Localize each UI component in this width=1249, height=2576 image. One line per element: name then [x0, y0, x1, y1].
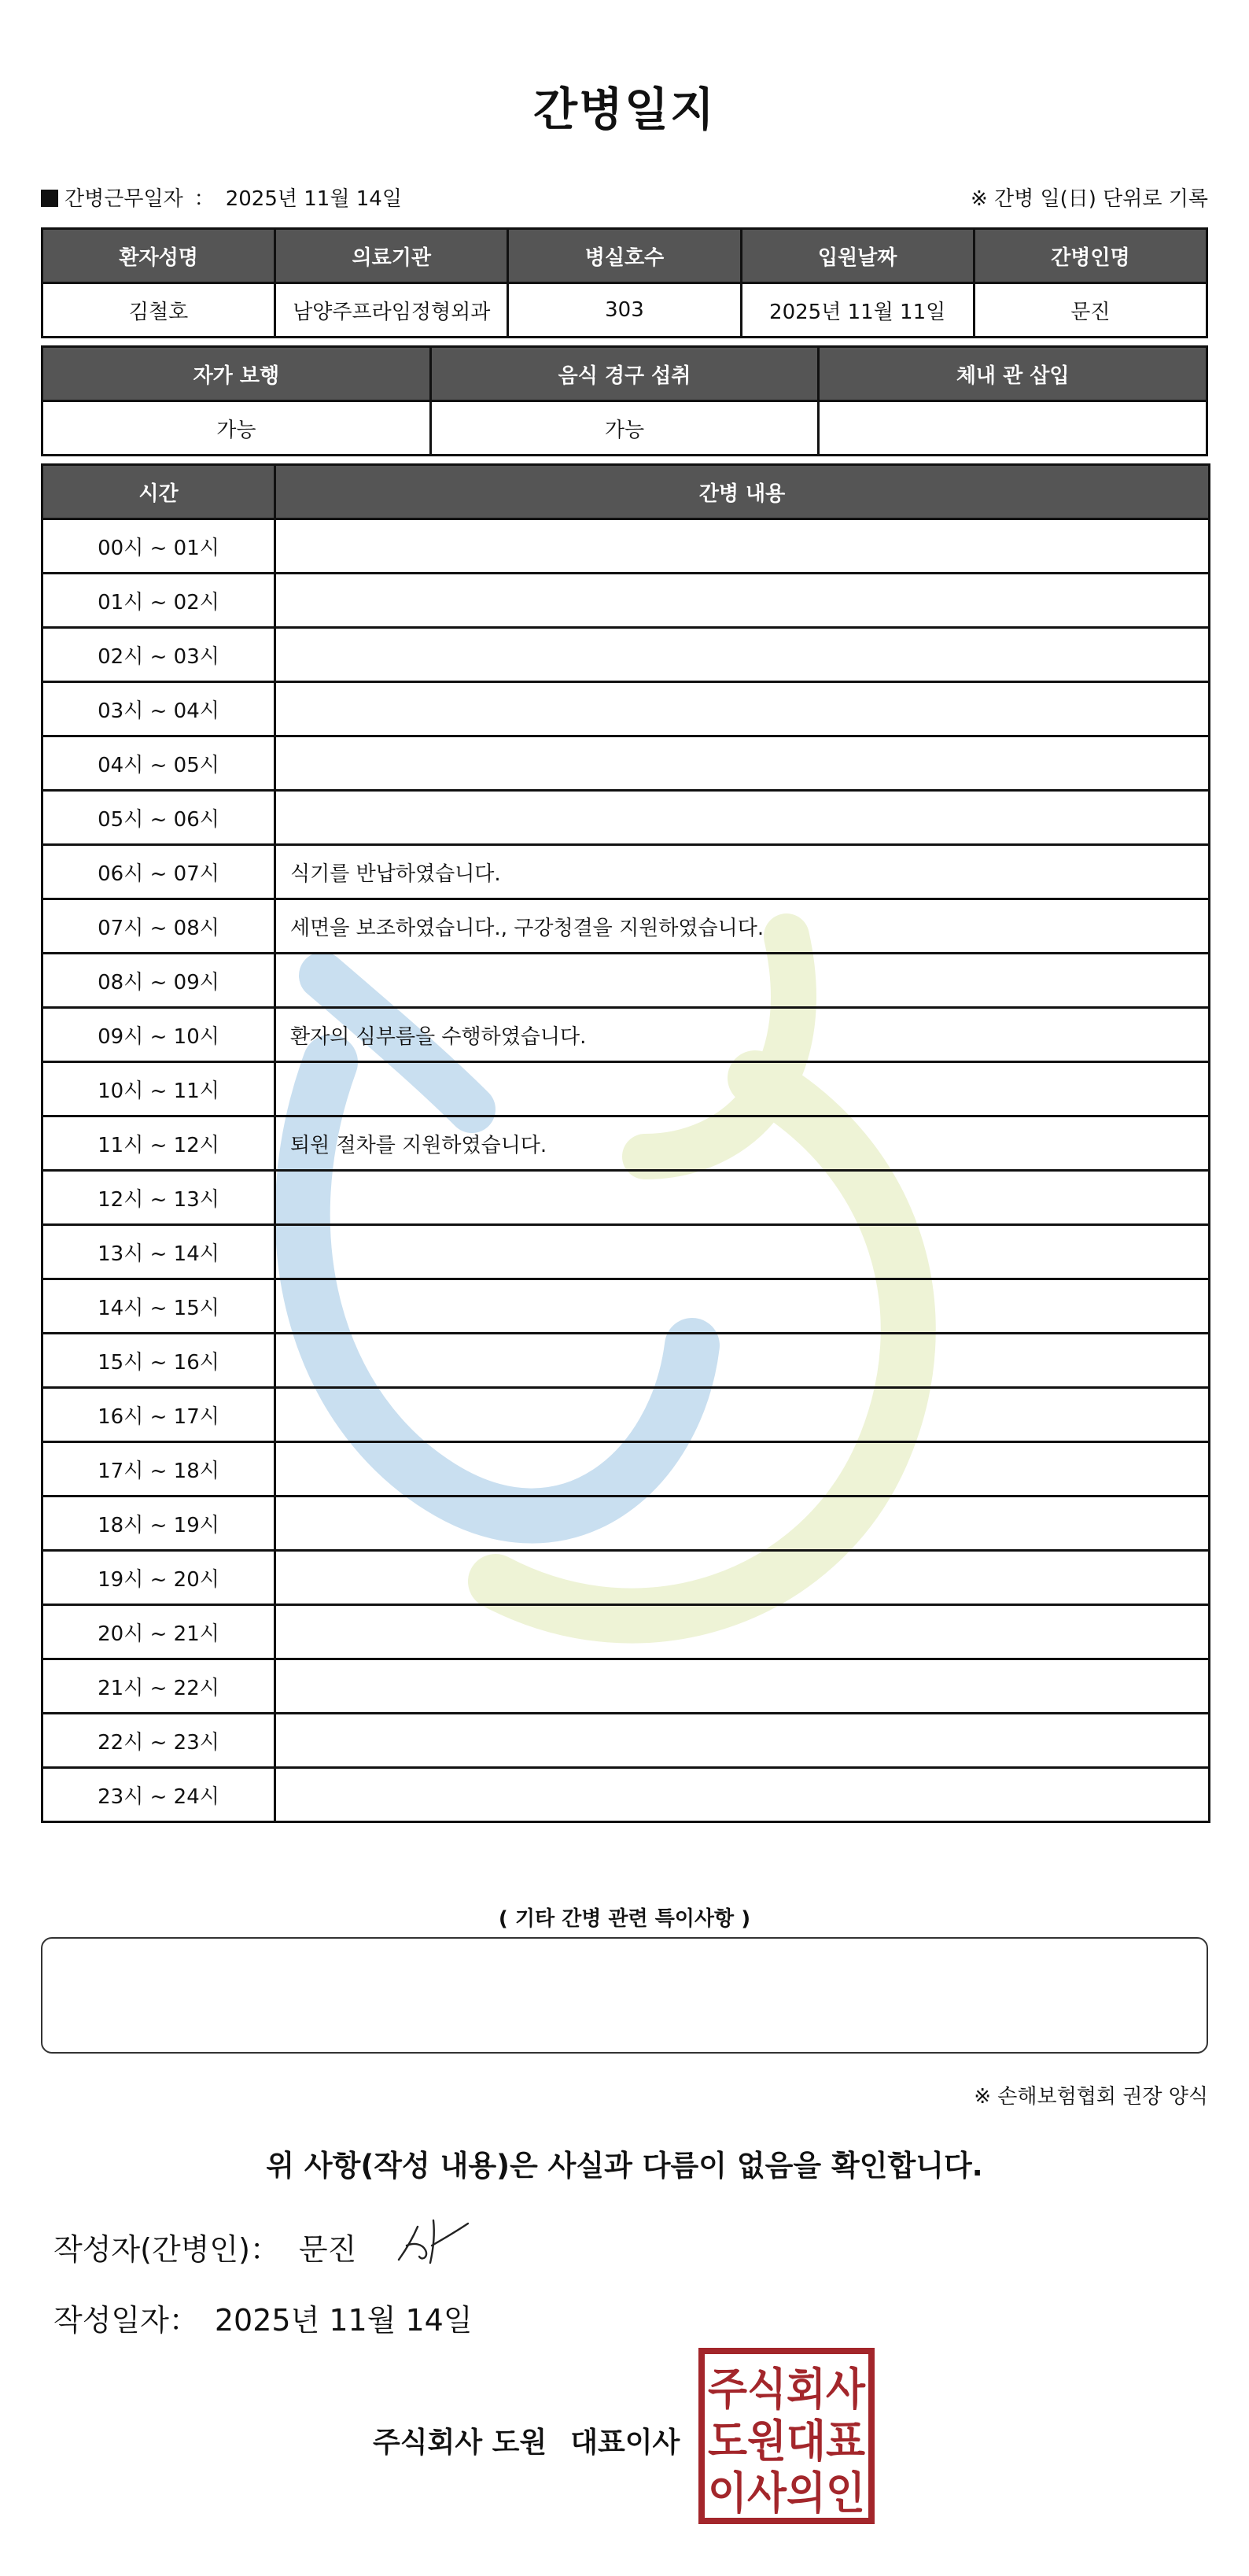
time-slot: 00시 ~ 01시: [42, 519, 275, 574]
table-row: [42, 1714, 1210, 1768]
table-row: [42, 1605, 1210, 1659]
time-slot: 21시 ~ 22시: [42, 1659, 275, 1714]
care-content: [275, 1442, 1210, 1497]
care-content: [275, 1605, 1210, 1659]
patient-info-table: [41, 227, 1208, 338]
table-row: [42, 1388, 1210, 1442]
table-row: [42, 1497, 1210, 1551]
notes-title: ( 기타 간병 관련 특이사항 ): [498, 1907, 751, 1931]
table-row: [42, 791, 1210, 845]
care-content: [275, 682, 1210, 736]
time-slot: 20시 ~ 21시: [42, 1605, 275, 1659]
company-name: 주식회사 도원: [373, 2427, 547, 2459]
patient-status-value-row: [42, 401, 1207, 456]
time-slot: 16시 ~ 17시: [42, 1388, 275, 1442]
table-row: [42, 519, 1210, 574]
table-row: [42, 1225, 1210, 1279]
table-row: [42, 1659, 1210, 1714]
header-self-walking: 자가 보행: [42, 347, 431, 401]
room-number: 303: [508, 283, 741, 338]
care-content: [275, 1279, 1210, 1334]
hospital-name: 남양주프라임정형외과: [275, 283, 508, 338]
writer-label: 작성자(간병인): [53, 2232, 250, 2267]
table-row: [42, 682, 1210, 736]
time-slot: 04시 ~ 05시: [42, 736, 275, 791]
hourly-log-header-row: [42, 465, 1210, 519]
time-slot: 19시 ~ 20시: [42, 1551, 275, 1605]
table-row: [42, 1279, 1210, 1334]
care-content: [275, 1497, 1210, 1551]
table-row: [42, 1442, 1210, 1497]
time-slot: 14시 ~ 15시: [42, 1279, 275, 1334]
written-date-colon: ：: [168, 2303, 199, 2338]
time-slot: 12시 ~ 13시: [42, 1171, 275, 1225]
time-slot: 11시 ~ 12시: [42, 1116, 275, 1171]
company-line: [373, 2420, 680, 2460]
care-content: [275, 736, 1210, 791]
care-content: [275, 1225, 1210, 1279]
header-tube-insertion: 체내 관 삽입: [819, 347, 1207, 401]
table-row: [42, 1008, 1210, 1062]
time-slot: 22시 ~ 23시: [42, 1714, 275, 1768]
confirmation-statement: 위 사항(작성 내용)은 사실과 다름이 없음을 확인합니다.: [266, 2149, 983, 2183]
seal-line-1: 주식회사: [708, 2364, 866, 2415]
care-content: [275, 1171, 1210, 1225]
hourly-log-body: [42, 519, 1210, 1822]
time-slot: 06시 ~ 07시: [42, 845, 275, 899]
table-row: [42, 1062, 1210, 1116]
record-unit-note: ※ 간병 일(日) 단위로 기록: [970, 187, 1208, 211]
time-slot: 05시 ~ 06시: [42, 791, 275, 845]
care-content: [275, 1659, 1210, 1714]
time-slot: 08시 ~ 09시: [42, 954, 275, 1008]
handwritten-signature: [391, 2211, 477, 2274]
header-care-content: 간병 내용: [275, 465, 1210, 519]
table-row: [42, 1171, 1210, 1225]
header-hospital: 의료기관: [275, 229, 508, 283]
seal-line-2: 도원대표: [708, 2416, 865, 2467]
writer-line: [53, 2225, 356, 2268]
table-row: [42, 1768, 1210, 1822]
work-date-value: 2025년 11월 14일: [225, 187, 402, 211]
patient-status-header-row: [42, 347, 1207, 401]
time-slot: 02시 ~ 03시: [42, 628, 275, 682]
table-row: [42, 574, 1210, 628]
time-slot: 17시 ~ 18시: [42, 1442, 275, 1497]
table-row: [42, 736, 1210, 791]
care-content: [275, 1062, 1210, 1116]
time-slot: 09시 ~ 10시: [42, 1008, 275, 1062]
patient-name: 김철호: [42, 283, 275, 338]
meta-row: [41, 183, 1208, 214]
time-slot: 07시 ~ 08시: [42, 899, 275, 954]
header-room-number: 병실호수: [508, 229, 741, 283]
company-title: 대표이사: [570, 2427, 680, 2459]
care-content: [275, 1714, 1210, 1768]
care-content: [275, 1334, 1210, 1388]
header-time: 시간: [42, 465, 275, 519]
time-slot: 18시 ~ 19시: [42, 1497, 275, 1551]
care-content: [275, 791, 1210, 845]
time-slot: 03시 ~ 04시: [42, 682, 275, 736]
hourly-care-log-table: [41, 463, 1210, 1823]
patient-info-header-row: [42, 229, 1207, 283]
care-content: [275, 519, 1210, 574]
work-date-colon: ：: [193, 187, 215, 211]
care-content: 환자의 심부름을 수행하였습니다.: [275, 1008, 1210, 1062]
written-date-label: 작성일자: [53, 2303, 169, 2338]
source-note: ※ 손해보험협회 권장 양식: [974, 2085, 1208, 2109]
care-content: [275, 1388, 1210, 1442]
care-content: [275, 628, 1210, 682]
time-slot: 01시 ~ 02시: [42, 574, 275, 628]
written-date-value: 2025년 11월 14일: [214, 2303, 473, 2338]
notes-box: [41, 1937, 1208, 2054]
care-content: [275, 1768, 1210, 1822]
work-date: [41, 183, 402, 212]
square-bullet-icon: [41, 190, 58, 207]
care-content: [275, 1551, 1210, 1605]
work-date-label: 간병근무일자: [64, 187, 183, 211]
care-content: 세면을 보조하였습니다., 구강청결을 지원하였습니다.: [275, 899, 1210, 954]
table-row: [42, 954, 1210, 1008]
written-date-line: [53, 2296, 473, 2339]
header-caregiver-name: 간병인명: [974, 229, 1207, 283]
tube-insertion-value: [819, 401, 1207, 456]
writer-name: 문진: [298, 2232, 357, 2267]
time-slot: 10시 ~ 11시: [42, 1062, 275, 1116]
header-admission-date: 입원날짜: [741, 229, 974, 283]
admission-date: 2025년 11월 11일: [741, 283, 974, 338]
time-slot: 15시 ~ 16시: [42, 1334, 275, 1388]
time-slot: 23시 ~ 24시: [42, 1768, 275, 1822]
table-row: [42, 845, 1210, 899]
care-content: 식기를 반납하였습니다.: [275, 845, 1210, 899]
header-patient-name: 환자성명: [42, 229, 275, 283]
patient-info-value-row: [42, 283, 1207, 338]
table-row: [42, 1551, 1210, 1605]
table-row: [42, 899, 1210, 954]
table-row: [42, 1334, 1210, 1388]
table-row: [42, 628, 1210, 682]
document-title: 간병일지: [532, 83, 717, 136]
caregiver-name: 문진: [974, 283, 1207, 338]
care-content: 퇴원 절차를 지원하였습니다.: [275, 1116, 1210, 1171]
seal-line-3: 이사의인: [708, 2468, 865, 2519]
care-content: [275, 954, 1210, 1008]
time-slot: 13시 ~ 14시: [42, 1225, 275, 1279]
patient-status-table: [41, 345, 1208, 456]
header-oral-intake: 음식 경구 섭취: [430, 347, 819, 401]
writer-colon: ：: [249, 2232, 280, 2267]
table-row: [42, 1116, 1210, 1171]
self-walking-value: 가능: [42, 401, 431, 456]
oral-intake-value: 가능: [430, 401, 819, 456]
company-seal-stamp: [698, 2348, 875, 2524]
care-content: [275, 574, 1210, 628]
